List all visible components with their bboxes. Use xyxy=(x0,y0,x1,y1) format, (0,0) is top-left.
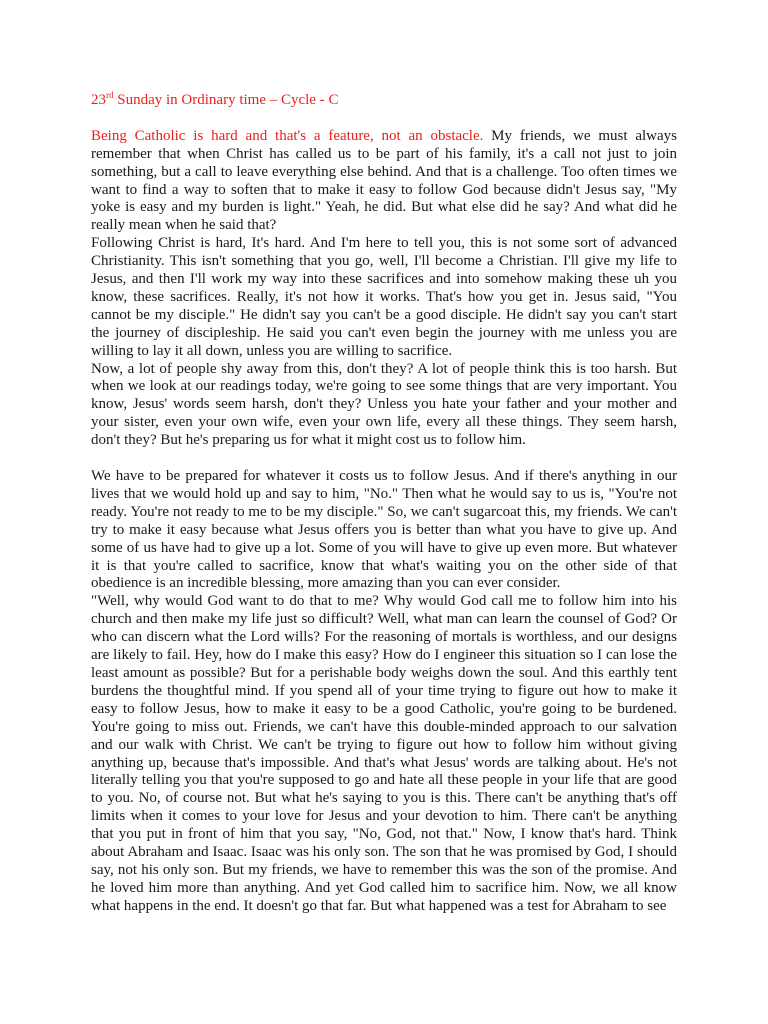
paragraph: "Well, why would God want to do that to me? Why would God call me to follow him into his church and then make my life just so difficult? Well, what man can learn the counsel of God? Or who can discern what the Lord wills? For the reasoning of mortals is worthless, and our designs are likely to fail. Hey, how do I make this easy? How do I engineer this situation so I can lose the least amount as possible? But for a perishable body weighs down the soul. And this earthly tent burdens the thoughtful mind. If you spend all of your time trying to figure out how to make it easy to follow Jesus, how to make it easy to be a good Catholic, you're going to be burdened. You're going to miss out. Friends, we can't have this double-minded approach to our salvation and our walk with Christ. We can't be trying to figure out how to follow him without giving anything up, because that's impossible. And that's what Jesus' words are talking about. He's not literally telling you that you're supposed to go and hate all these people in your life that are good to you. No, of course not. But what he's saying to you is this. There can't be anything that's off limits when it comes to your love for Jesus and your devotion to him. There can't be anything that you put in front of him that you say, "No, God, not that." Now, I know that's hard. Think about Abraham and Isaac. Isaac was his only son. The son that he was promised by God, I should say, not his only son. But my friends, we have to remember this was the son of the promise. And he loved him more than anything. And yet God called him to sacrifice him. Now, we all know what happens in the end. It doesn't go that far. But what happened was a test for Abraham to see xyxy=(91,593,677,914)
title-number: 23 xyxy=(91,92,106,108)
title-text: Sunday in Ordinary time – Cycle - C xyxy=(113,92,339,108)
title-ordinal-suffix: rd xyxy=(106,90,114,100)
document-page xyxy=(91,92,677,916)
paragraph: Now, a lot of people shy away from this, don't they? A lot of people think this is too harsh. But when we look at our readings today, we're going to see some things that are very important. You know, Jesus' words seem harsh, don't they? Unless you hate your father and your mother and your sister, even your own wife, even your own life, every all these things. They seem harsh, don't they? But he's preparing us for what it might cost us to follow him. xyxy=(91,360,677,449)
intro-highlight: Being Catholic is hard and that's a feature, not an obstacle. xyxy=(91,127,484,144)
paragraph xyxy=(91,128,677,235)
document-title xyxy=(91,92,677,110)
paragraph: We have to be prepared for whatever it costs us to follow Jesus. And if there's anything in our lives that we would hold up and say to him, "No." Then what he would say to us is, "You're not ready. You're not ready to me to be my disciple." So, we can't sugarcoat this, my friends. We can't try to make it easy because what Jesus offers you is better than what you have to give up. And some of us have had to give up a lot. Some of you will have to give up even more. But whatever it is that you're called to sacrifice, know that what's waiting you on the other side of that obedience is an incredible blessing, more amazing than you can ever consider. xyxy=(91,468,677,592)
paragraph: Following Christ is hard, It's hard. And I'm here to tell you, this is not some sort of advanced Christianity. This isn't something that you go, well, I'll become a Christian. I'll give my life to Jesus, and then I'll work my way into these sacrifices and into somehow making these uh you know, these sacrifices. Really, it's not how it works. That's how you get in. Jesus said, "You cannot be my disciple." He didn't say you can't be a good disciple. He didn't say you can't start the journey of discipleship. He said you can't even begin the journey with me unless you are willing to lay it all down, unless you are willing to sacrifice. xyxy=(91,235,677,359)
paragraph-text: My friends, we must always remember that when Christ has called us to be part of his family, it's a call not just to join something, but a call to leave everything else behind. And that is a challenge. Too often times we want to find a way to soften that to make it easy to follow God because didn't Jesus say, "My yoke is easy and my burden is light." Yeah, he did. But what else did he say? And what did he really mean when he said that? xyxy=(91,127,677,234)
